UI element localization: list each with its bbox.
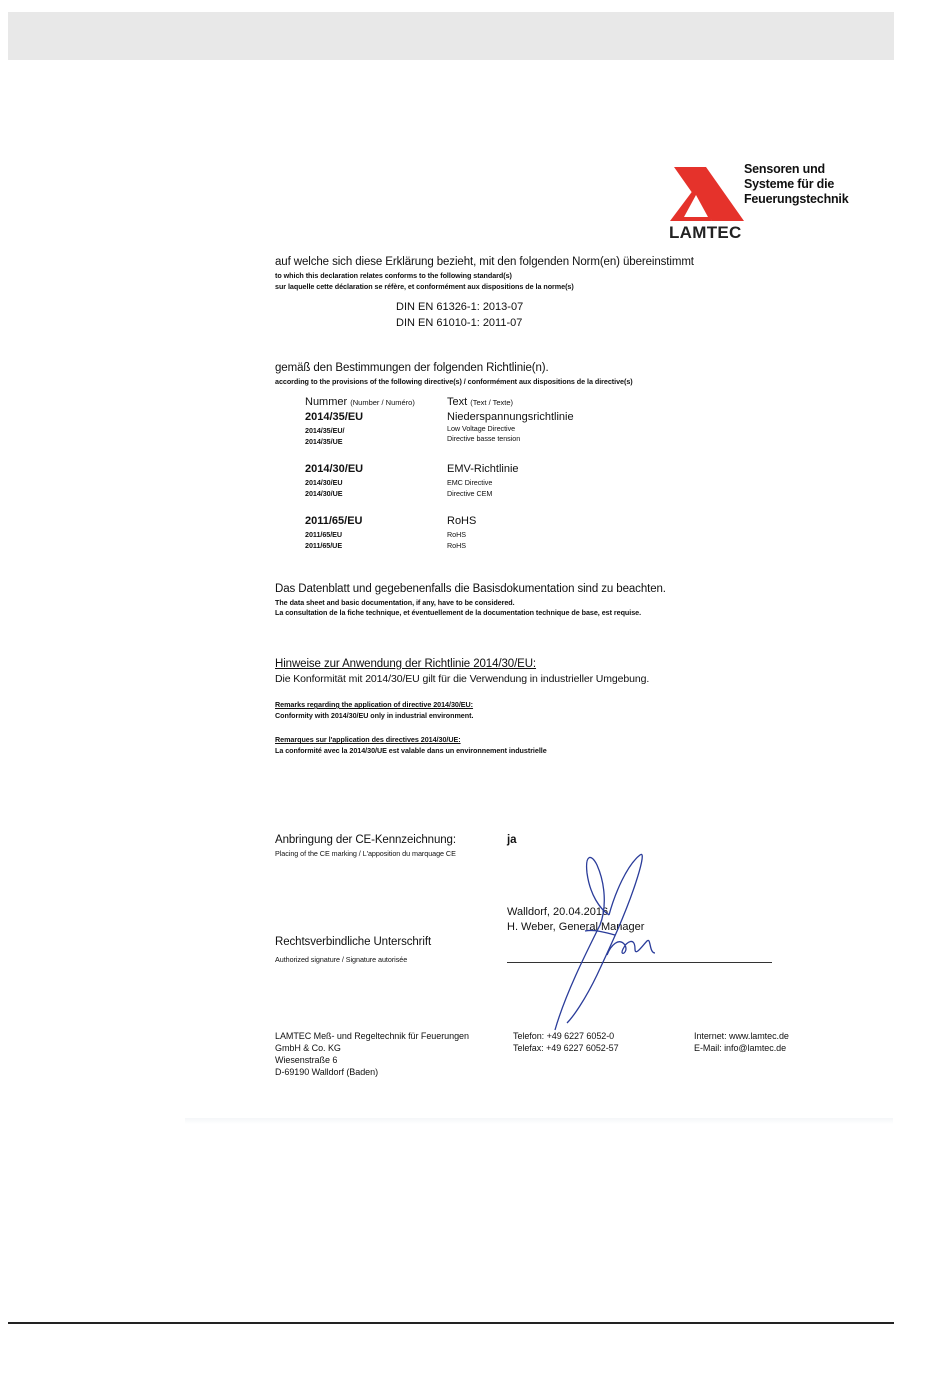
directive-number: 2011/65/EU xyxy=(305,515,363,527)
handwritten-signature-icon xyxy=(545,845,665,1035)
footer-company-line: D-69190 Walldorf (Baden) xyxy=(275,1067,379,1077)
directive-text-en: RoHS xyxy=(447,530,466,539)
lamtec-logo-icon xyxy=(668,163,748,225)
remarks-title-de: Hinweise zur Anwendung der Richtlinie 2014/30/EU: xyxy=(275,658,537,670)
document-edge xyxy=(185,1118,893,1124)
directive-number-en: 2011/65/EU xyxy=(305,530,343,539)
footer-fax: Telefax: +49 6227 6052-57 xyxy=(513,1043,619,1053)
standard-item: DIN EN 61010-1: 2011-07 xyxy=(396,317,523,329)
column-header-text: Text (Text / Texte) xyxy=(447,396,514,408)
directive-number-en: 2014/30/EU xyxy=(305,478,343,487)
standards-heading: auf welche sich diese Erklärung bezieht, mit den folgenden Norm(en) übereinstimmt xyxy=(275,256,694,268)
directive-number: 2014/30/EU xyxy=(305,463,364,475)
remarks-text-de: Die Konformität mit 2014/30/EU gilt für die Verwendung in industrieller Umgebung. xyxy=(275,673,650,685)
column-header-number: Nummer (Number / Numéro) xyxy=(305,396,415,408)
standard-item: DIN EN 61326-1: 2013-07 xyxy=(396,301,524,313)
footer-company-line: LAMTEC Meß- und Regeltechnik für Feuerungen xyxy=(275,1031,469,1041)
page-header-bar xyxy=(8,12,894,60)
directive-number-fr: 2014/35/UE xyxy=(305,437,343,446)
directives-heading: gemäß den Bestimmungen der folgenden Richtlinie(n). xyxy=(275,362,549,374)
ce-marking-sub: Placing of the CE marking / L'apposition du marquage CE xyxy=(275,849,456,858)
directive-number-en: 2014/35/EU/ xyxy=(305,426,345,435)
page-footer-rule xyxy=(8,1322,894,1324)
directive-number-fr: 2014/30/UE xyxy=(305,489,343,498)
remarks-title-en: Remarks regarding the application of directive 2014/30/EU: xyxy=(275,700,474,709)
brand-tagline-line-2: Systeme für die xyxy=(744,177,835,191)
footer-internet: Internet: www.lamtec.de xyxy=(694,1031,789,1041)
directives-subheading: according to the provisions of the following directive(s) / conformément aux dispositions de la directive(s) xyxy=(275,377,633,386)
directive-text: EMV-Richtlinie xyxy=(447,463,519,475)
directive-text: RoHS xyxy=(447,515,477,527)
signature-signer: H. Weber, General Manager xyxy=(507,921,645,933)
directive-text-fr: Directive CEM xyxy=(447,489,493,498)
declaration-document xyxy=(185,118,893,1122)
standards-subheading-fr: sur laquelle cette déclaration se réfère, et conformément aux dispositions de la norme(s) xyxy=(275,282,574,291)
directive-number-fr: 2011/65/UE xyxy=(305,541,343,550)
remarks-title-fr: Remarques sur l'application des directives 2014/30/UE: xyxy=(275,735,461,744)
footer-phone: Telefon: +49 6227 6052-0 xyxy=(513,1031,615,1041)
directive-text: Niederspannungsrichtlinie xyxy=(447,411,574,423)
remarks-text-fr: La conformité avec la 2014/30/UE est valable dans un environnement industrielle xyxy=(275,746,547,755)
signature-place-date: Walldorf, 20.04.2016 xyxy=(507,906,609,918)
footer-company-line: GmbH & Co. KG xyxy=(275,1043,341,1053)
footer-email: E-Mail: info@lamtec.de xyxy=(694,1043,787,1053)
brand-tagline-line-1: Sensoren und xyxy=(744,162,825,176)
standards-subheading-en: to which this declaration relates conforms to the following standard(s) xyxy=(275,271,512,280)
datasheet-note-en: The data sheet and basic documentation, if any, have to be considered. xyxy=(275,598,515,607)
directive-text-en: EMC Directive xyxy=(447,478,493,487)
ce-marking-label: Anbringung der CE-Kennzeichnung: xyxy=(275,834,456,846)
logo-text: LAMTEC xyxy=(669,223,742,242)
directive-text-fr: Directive basse tension xyxy=(447,434,521,443)
datasheet-note-fr: La consultation de la fiche technique, et éventuellement de la documentation technique de base, est requise. xyxy=(275,608,642,617)
remarks-text-en: Conformity with 2014/30/EU only in industrial environment. xyxy=(275,711,474,720)
directive-text-en: Low Voltage Directive xyxy=(447,424,516,433)
signature-label-sub: Authorized signature / Signature autorisée xyxy=(275,955,408,964)
directive-number: 2014/35/EU xyxy=(305,411,364,423)
footer-company-line: Wiesenstraße 6 xyxy=(275,1055,338,1065)
signature-label: Rechtsverbindliche Unterschrift xyxy=(275,936,432,948)
directive-text-fr: RoHS xyxy=(447,541,466,550)
datasheet-note: Das Datenblatt und gegebenenfalls die Basisdokumentation sind zu beachten. xyxy=(275,583,666,595)
brand-tagline-line-3: Feuerungstechnik xyxy=(744,192,849,206)
ce-marking-value: ja xyxy=(507,834,517,846)
